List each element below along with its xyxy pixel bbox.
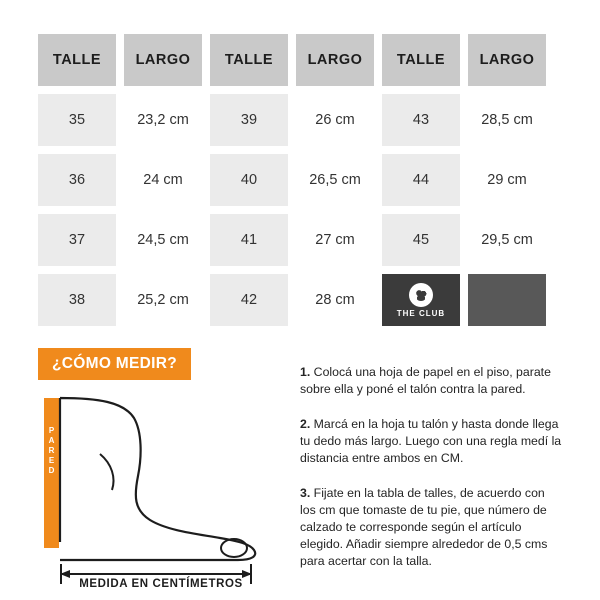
length-cell: 26,5 cm: [296, 154, 374, 206]
brand-logo-cell: [382, 274, 460, 326]
size-cell: 37: [38, 214, 116, 266]
size-chart-table: [30, 26, 554, 334]
how-to-measure-title: ¿CÓMO MEDIR?: [38, 348, 191, 380]
size-cell: 43: [382, 94, 460, 146]
step-text: Marcá en la hoja tu talón y hasta donde llega tu dedo más largo. Luego con una regla medí la distancia entre ambos en CM.: [300, 417, 562, 466]
length-cell: 24 cm: [124, 154, 202, 206]
column-header-talle-3: TALLE: [382, 34, 460, 86]
measure-caption: MEDIDA EN CENTÍMETROS: [79, 578, 243, 590]
column-header-largo-1: LARGO: [124, 34, 202, 86]
table-header-row: [38, 34, 546, 86]
table-row: [38, 154, 546, 206]
instruction-step-1: [300, 364, 562, 398]
size-cell: 40: [210, 154, 288, 206]
length-cell: 28,5 cm: [468, 94, 546, 146]
length-cell: 26 cm: [296, 94, 374, 146]
step-number: 2.: [300, 417, 311, 432]
length-cell: 25,2 cm: [124, 274, 202, 326]
length-cell: 28 cm: [296, 274, 374, 326]
column-header-talle-2: TALLE: [210, 34, 288, 86]
brand-name: THE CLUB: [396, 308, 446, 318]
diagram-column: [38, 348, 284, 592]
step-text: Fijate en la tabla de talles, de acuerdo con los cm que tomaste de tu pie, que número de calzado te corresponde según el artículo elegido. Añadir siempre alrededor de 0,5 cms para acertar con la talla.: [300, 486, 548, 569]
length-cell: 24,5 cm: [124, 214, 202, 266]
step-number: 3.: [300, 486, 311, 501]
foot-outline-icon: [38, 392, 284, 592]
table-row: [38, 214, 546, 266]
size-cell: 41: [210, 214, 288, 266]
size-cell: 42: [210, 274, 288, 326]
size-cell: 45: [382, 214, 460, 266]
empty-dark-cell: [468, 274, 546, 326]
foot-measure-diagram: [38, 392, 284, 592]
brand-logo: [382, 274, 460, 326]
length-cell: 27 cm: [296, 214, 374, 266]
length-cell: 23,2 cm: [124, 94, 202, 146]
column-header-largo-2: LARGO: [296, 34, 374, 86]
step-text: Colocá una hoja de papel en el piso, parate sobre ella y poné el talón contra la pared.: [300, 365, 551, 397]
wall-label: PARED: [47, 426, 56, 476]
instruction-step-2: [300, 416, 562, 467]
column-header-largo-3: LARGO: [468, 34, 546, 86]
column-header-talle-1: TALLE: [38, 34, 116, 86]
size-cell: 36: [38, 154, 116, 206]
size-cell: 35: [38, 94, 116, 146]
table-row: [38, 274, 546, 326]
length-cell: 29,5 cm: [468, 214, 546, 266]
step-number: 1.: [300, 365, 311, 380]
how-to-measure-section: [38, 348, 562, 592]
instruction-step-3: [300, 485, 562, 570]
size-cell: 39: [210, 94, 288, 146]
size-cell: 38: [38, 274, 116, 326]
table-row: [38, 94, 546, 146]
dog-head-icon: [409, 283, 433, 307]
size-cell: 44: [382, 154, 460, 206]
length-cell: 29 cm: [468, 154, 546, 206]
instructions-column: [284, 348, 562, 592]
